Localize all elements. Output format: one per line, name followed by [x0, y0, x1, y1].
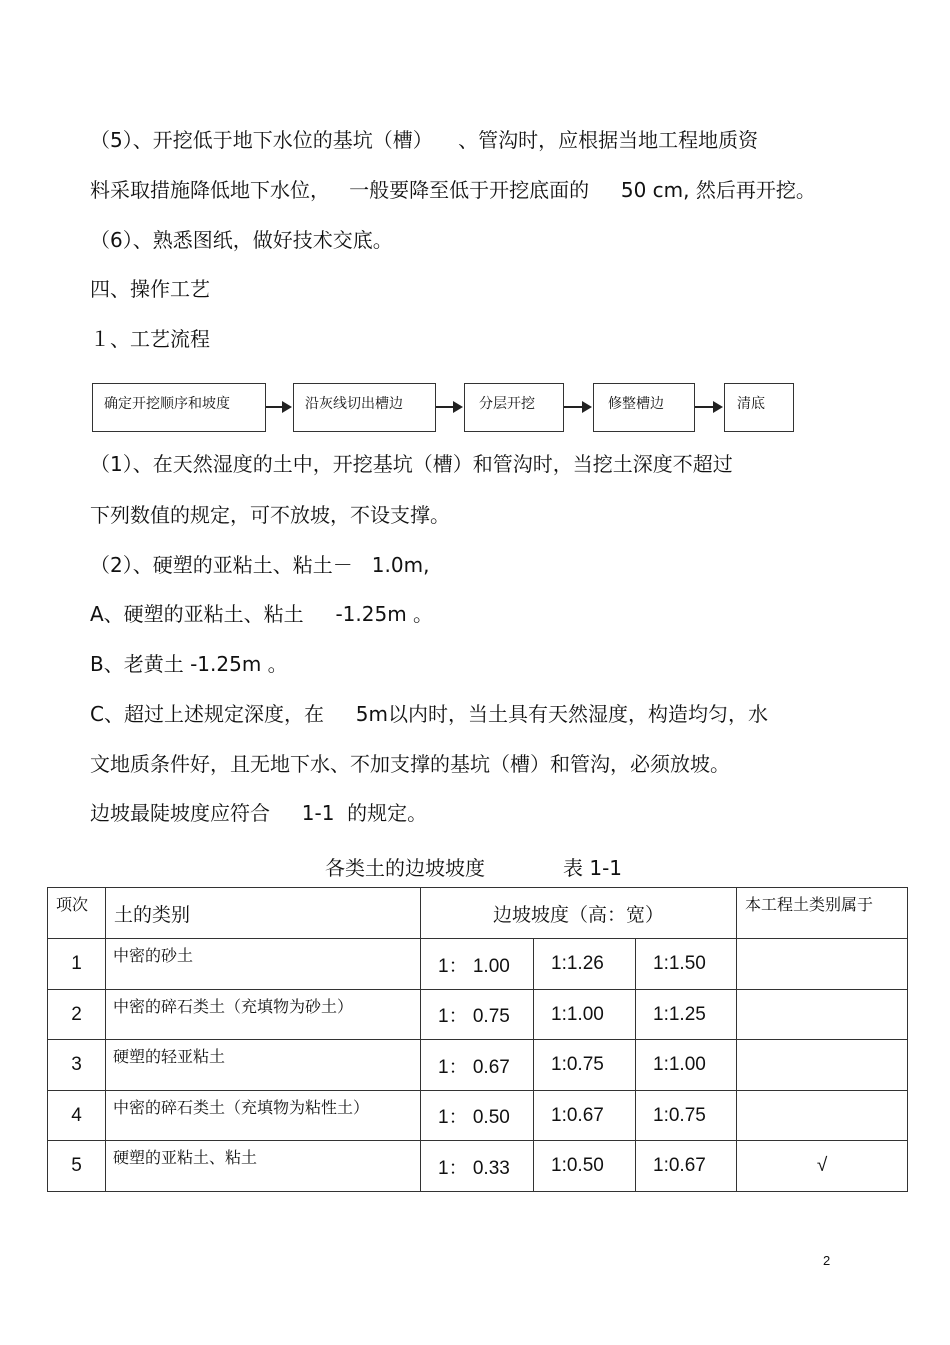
soil-type: 中密的碎石类土（充填物为砂土） [106, 990, 421, 1040]
paragraph: （1）、在天然湿度的土中，开挖基坑（槽）和管沟时，当挖土深度不超过 [90, 452, 733, 476]
row-no: 3 [48, 1040, 106, 1091]
flow-step-1: 确定开挖顺序和坡度 [92, 383, 266, 432]
paragraph: 文地质条件好，且无地下水、不加支撑的基坑（槽）和管沟，必须放坡。 [90, 752, 730, 776]
paragraph: （6）、熟悉图纸，做好技术交底。 [90, 228, 393, 252]
flow-step-3: 分层开挖 [464, 383, 564, 432]
flow-step-2: 沿灰线切出槽边 [293, 383, 436, 432]
arrow-icon [266, 406, 290, 408]
slope-value: 1： 0.33 [421, 1141, 534, 1192]
slope-value: 1:1.26 [534, 939, 636, 990]
table-row [48, 1091, 908, 1141]
paragraph: 料采取措施降低地下水位， 一般要降至低于开挖底面的 50 cm, 然后再开挖。 [90, 178, 816, 202]
slope-value: 1:0.67 [534, 1091, 636, 1141]
paragraph: 边坡最陡坡度应符合 1-1 的规定。 [90, 801, 428, 825]
arrow-icon [564, 406, 590, 408]
row-no: 5 [48, 1141, 106, 1192]
table-row [48, 1141, 908, 1192]
check-mark: √ [737, 1141, 908, 1192]
page-number: 2 [823, 1253, 831, 1268]
row-no: 4 [48, 1091, 106, 1141]
paragraph: （5）、开挖低于地下水位的基坑（槽） 、管沟时，应根据当地工程地质资 [90, 128, 759, 152]
soil-type: 硬塑的轻亚粘土 [106, 1040, 421, 1091]
header-soil: 土的类别 [106, 888, 421, 939]
check-mark [737, 939, 908, 990]
table-caption: 各类土的边坡坡度 [325, 856, 485, 880]
slope-value: 1:1.00 [534, 990, 636, 1040]
arrow-icon [695, 406, 721, 408]
header-slope: 边坡坡度（高：宽） [421, 888, 737, 939]
paragraph: C、超过上述规定深度，在 5m以内时，当土具有天然湿度，构造均匀，水 [90, 702, 768, 726]
soil-type: 中密的砂土 [106, 939, 421, 990]
flow-step-4: 修整槽边 [593, 383, 695, 432]
slope-table [47, 887, 908, 1192]
table-row [48, 990, 908, 1040]
slope-value: 1:0.75 [534, 1040, 636, 1091]
arrow-icon [436, 406, 461, 408]
soil-type: 硬塑的亚粘土、粘土 [106, 1141, 421, 1192]
slope-value: 1： 0.75 [421, 990, 534, 1040]
table-row [48, 939, 908, 990]
flow-step-5: 清底 [724, 383, 794, 432]
slope-value: 1:1.50 [636, 939, 737, 990]
table-row [48, 1040, 908, 1091]
row-no: 1 [48, 939, 106, 990]
check-mark [737, 990, 908, 1040]
paragraph: （2）、硬塑的亚粘土、粘土－ 1.0m, [90, 553, 430, 577]
slope-value: 1:0.50 [534, 1141, 636, 1192]
slope-value: 1： 0.50 [421, 1091, 534, 1141]
slope-value: 1:1.25 [636, 990, 737, 1040]
paragraph: A、硬塑的亚粘土、粘土 -1.25m 。 [90, 602, 434, 626]
check-mark [737, 1040, 908, 1091]
slope-value: 1:0.75 [636, 1091, 737, 1141]
header-no: 项次 [48, 888, 106, 939]
slope-value: 1:1.00 [636, 1040, 737, 1091]
slope-value: 1： 1.00 [421, 939, 534, 990]
paragraph: B、老黄土 -1.25m 。 [90, 652, 288, 676]
slope-value: 1： 0.67 [421, 1040, 534, 1091]
table-number: 表 1-1 [563, 856, 623, 880]
slope-value: 1:0.67 [636, 1141, 737, 1192]
section-heading: 四、操作工艺 [90, 277, 210, 301]
header-belongs: 本工程土类别属于 [737, 888, 908, 939]
check-mark [737, 1091, 908, 1141]
soil-type: 中密的碎石类土（充填物为粘性土） [106, 1091, 421, 1141]
subsection-heading: １、工艺流程 [90, 327, 210, 351]
row-no: 2 [48, 990, 106, 1040]
paragraph: 下列数值的规定，可不放坡，不设支撑。 [90, 503, 450, 527]
